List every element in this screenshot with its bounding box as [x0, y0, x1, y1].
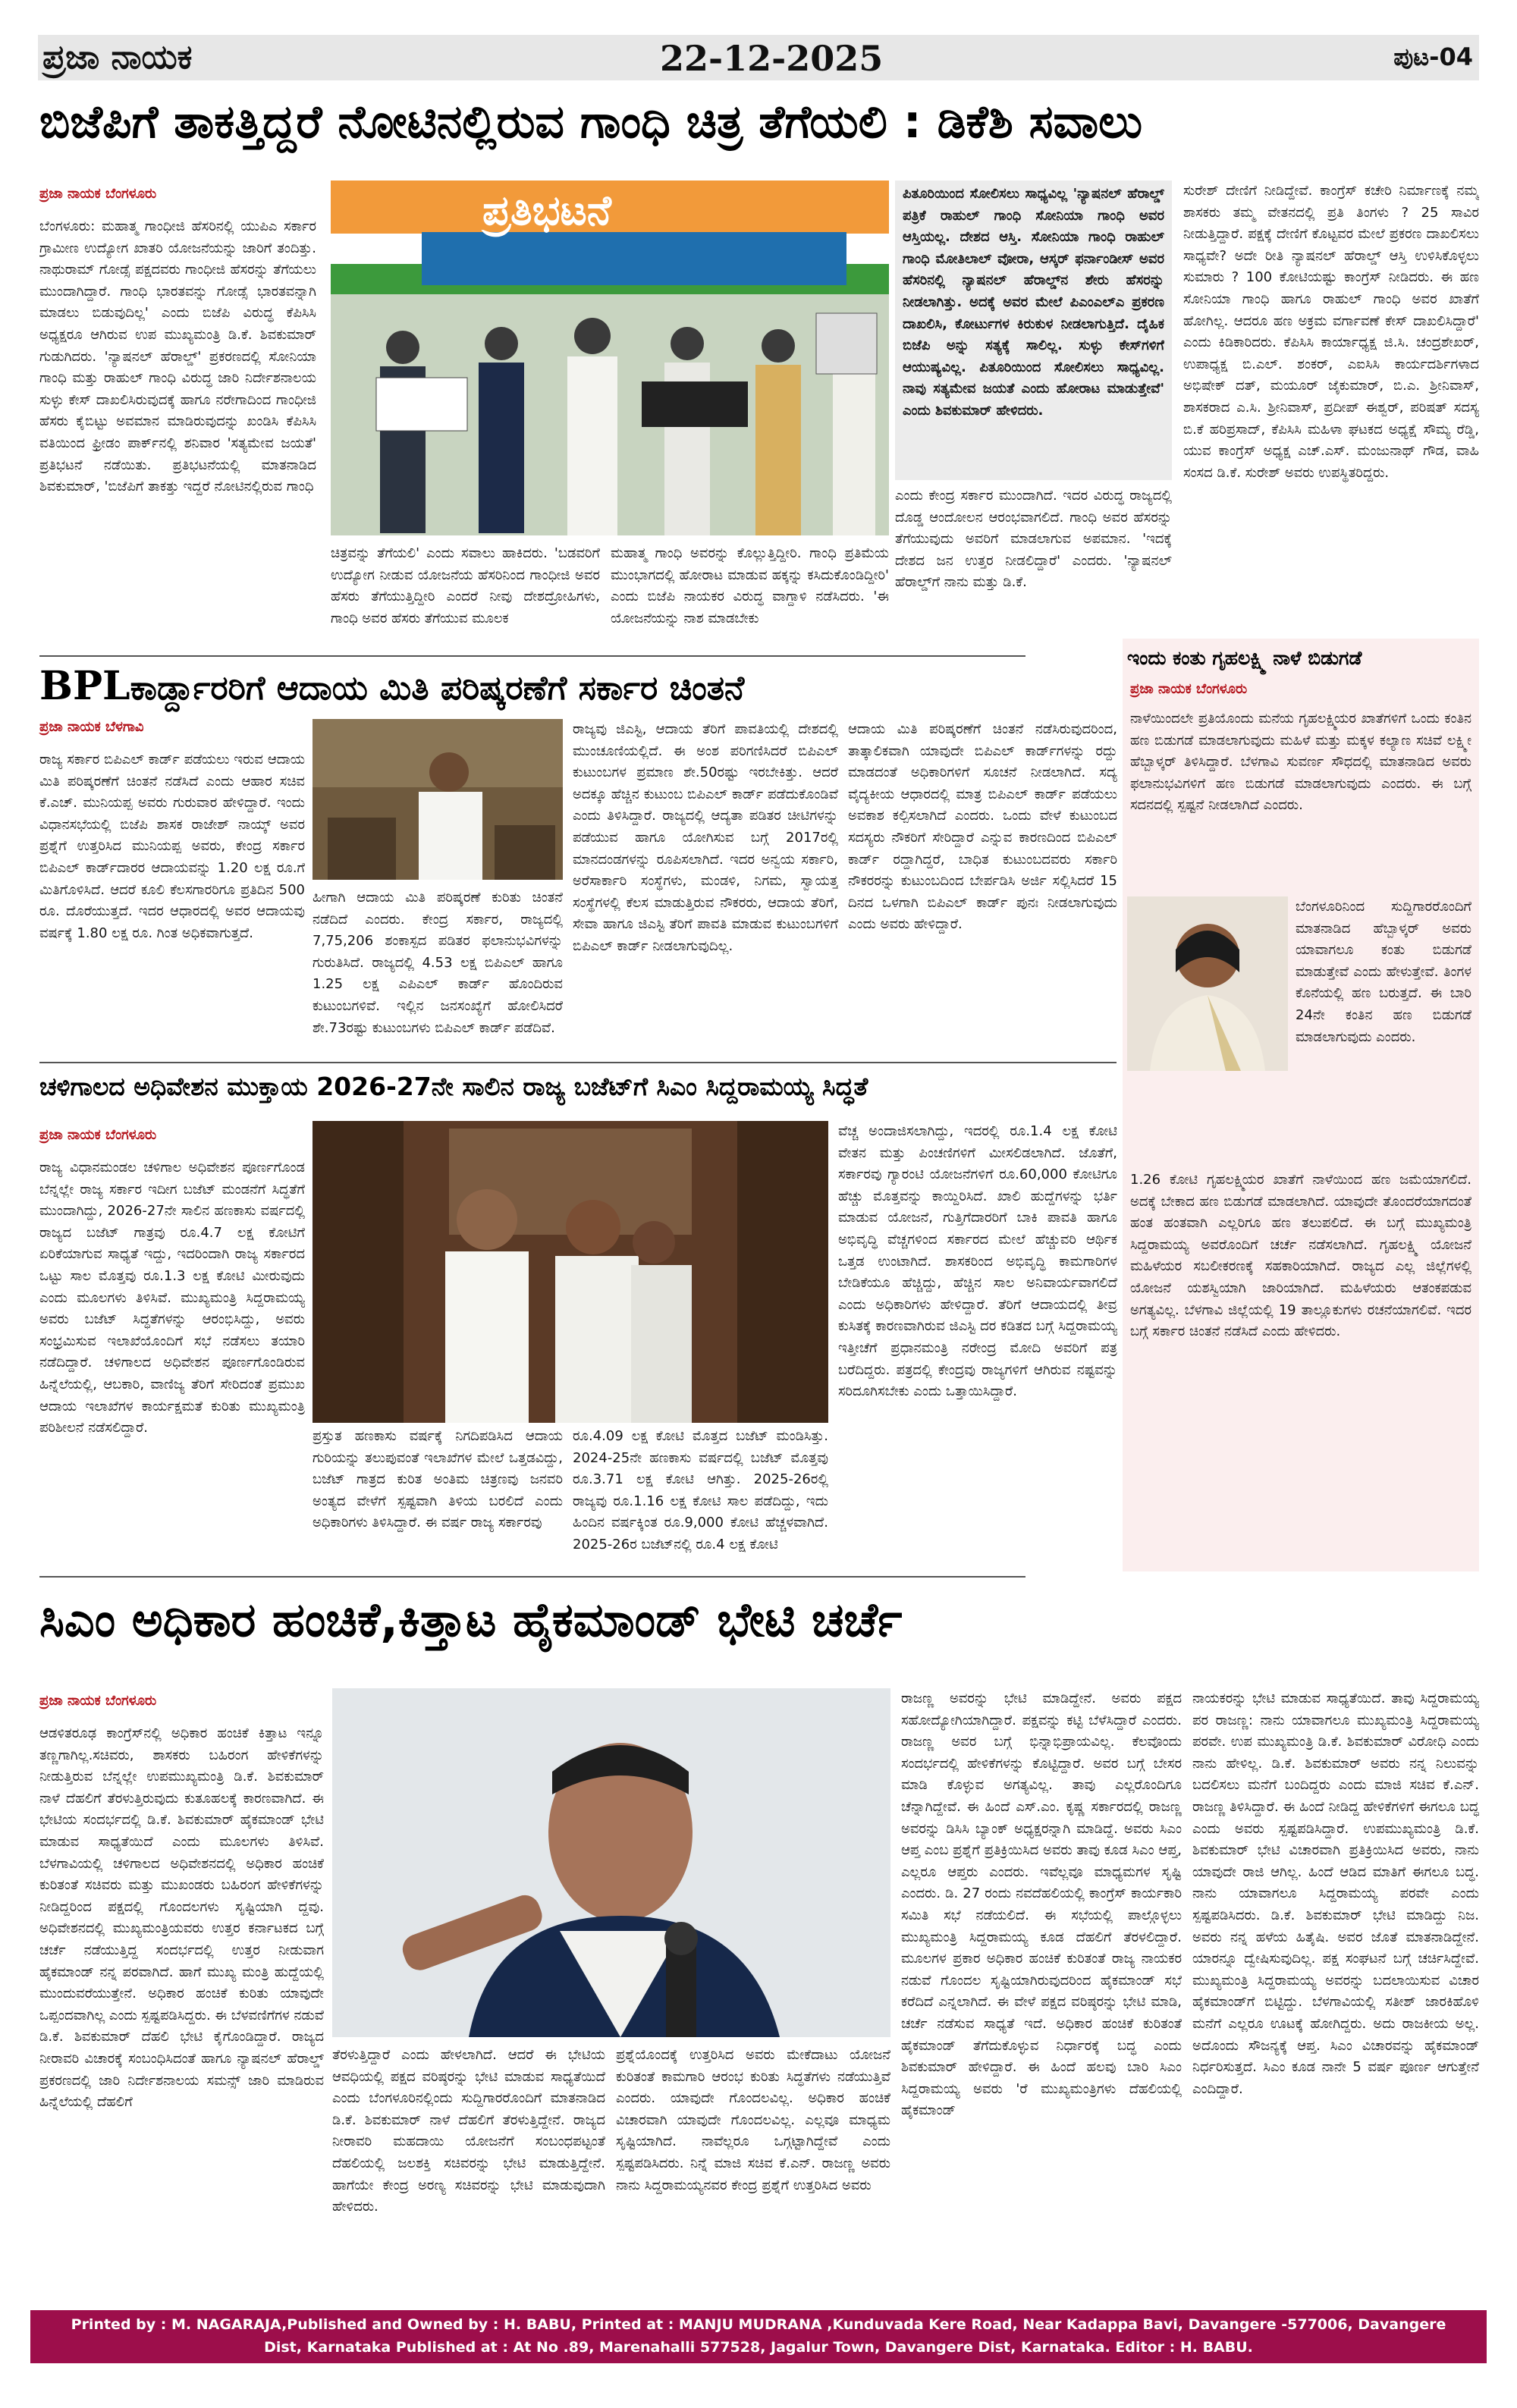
story2-col4: ಆದಾಯ ಮಿತಿ ಪರಿಷ್ಕರಣೆಗೆ ಚಿಂತನೆ ನಡೆಸಿರುವುದರಿಂದ, ತಾತ್ಕಾಲಿಕವಾಗಿ ಯಾವುದೇ ಬಿಪಿಎಲ್ ಕಾರ್ಡ್‌ಗಳನ್ನು ರದ್ದು ಮಾಡದಂತೆ ಅಧಿಕಾರಿಗಳಿಗೆ ಸೂಚನೆ ನೀಡಲಾಗಿದೆ. ಸದ್ಯ ವೈದ್ಯಕೀಯ ಆಧಾರದಲ್ಲಿ ಮಾತ್ರ ಬಿಪಿಎಲ್ ಕಾರ್ಡ್ ಪಡೆಯಲು ಅವಕಾಶ ಕಲ್ಪಿಸಲಾಗಿದೆ ಎಂದರು. ಒಂದು ವೇಳೆ ಕುಟುಂಬದ ಸದಸ್ಯರು ನೌಕರಿಗೆ ಸೇರಿದ್ದಾರೆ ಎನ್ನುವ ಕಾರಣದಿಂದ ಬಿಪಿಎಲ್ ಕಾರ್ಡ್ ರದ್ದಾಗಿದ್ದರೆ, ಬಾಧಿತ ಕುಟುಂಬದವರು ಸರ್ಕಾರಿ ನೌಕರರನ್ನು ಕುಟುಂಬದಿಂದ ಬೇರ್ಪಡಿಸಿ ಅರ್ಜಿ ಸಲ್ಲಿಸಿದರೆ 15 ದಿನದ ಒಳಗಾಗಿ ಬಿಪಿಎಲ್ ಕಾರ್ಡ್ ಪುನಃ ನೀಡಲಾಗುವುದು ಎಂದು ಅವರು ಹೇಳಿದ್ದಾರೆ.	[848, 721, 1117, 933]
story1-protest-photo	[331, 181, 889, 535]
story3-headline: ಚಳಿಗಾಲದ ಅಧಿವೇಶನ ಮುಕ್ತಾಯ 2026-27ನೇ ಸಾಲಿನ ರಾಜ್ಯ ಬಜೆಟ್‌ಗೆ ಸಿಎಂ ಸಿದ್ದರಾಮಯ್ಯ ಸಿದ್ಧತೆ	[39, 1072, 868, 1101]
story2-headline-prefix: BPL	[39, 663, 130, 709]
story2-byline: ಪ್ರಜಾ ನಾಯಕ ಬೆಳಗಾವಿ	[39, 719, 144, 735]
newspaper-name: ಪ್ರಜಾ ನಾಯಕ	[42, 38, 193, 77]
story2-headline-text: ಕಾರ್ಡ್ದಾರರಿಗೆ ಆದಾಯ ಮಿತಿ ಪರಿಷ್ಕರಣೆಗೆ ಸರ್ಕಾರ ಚಿಂತನೆ	[130, 669, 745, 708]
story4-col1: ಆಡಳಿತರೂಢ ಕಾಂಗ್ರೆಸ್‌ನಲ್ಲಿ ಅಧಿಕಾರ ಹಂಚಿಕೆ ಕಿತ್ತಾಟ ಇನ್ನೂ ತಣ್ಣಗಾಗಿಲ್ಲ.ಸಚಿವರು, ಶಾಸಕರು ಬಹಿರಂಗ ಹೇಳಿಕೆಗಳನ್ನು ನೀಡುತ್ತಿರುವ ಬೆನ್ನಲ್ಲೇ ಉಪಮುಖ್ಯಮಂತ್ರಿ ಡಿ.ಕೆ. ಶಿವಕುಮಾರ್ ನಾಳೆ ದೆಹಲಿಗೆ ತೆರಳುತ್ತಿರುವುದು ಕುತೂಹಲಕ್ಕೆ ಕಾರಣವಾಗಿದೆ. ಈ ಭೇಟಿಯ ಸಂದರ್ಭದಲ್ಲಿ ಡಿ.ಕೆ. ಶಿವಕುಮಾರ್ ಹೈಕಮಾಂಡ್ ಭೇಟಿ ಮಾಡುವ ಸಾಧ್ಯತೆಯಿದೆ ಎಂದು ಮೂಲಗಳು ತಿಳಿಸಿವೆ. ಬೆಳಗಾವಿಯಲ್ಲಿ ಚಳಿಗಾಲದ ಅಧಿವೇಶನದಲ್ಲಿ ಅಧಿಕಾರ ಹಂಚಿಕೆ ಕುರಿತಂತೆ ಸಚಿವರು ಮತ್ತು ಮುಖಂಡರು ಬಹಿರಂಗ ಹೇಳಿಕೆಗಳನ್ನು ನೀಡಿದ್ದರಿಂದ ಪಕ್ಷದಲ್ಲಿ ಗೊಂದಲಗಳು ಸೃಷ್ಟಿಯಾಗಿ ದ್ದವು. ಅಧಿವೇಶನದಲ್ಲಿ ಮುಖ್ಯಮಂತ್ರಿಯವರು ಉತ್ತರ ಕರ್ನಾಟಕದ ಬಗ್ಗೆ ಚರ್ಚೆ ನಡೆಯುತ್ತಿದ್ದ ಸಂದರ್ಭದಲ್ಲಿ ಉತ್ತರ ನೀಡುವಾಗ ಹೈಕಮಾಂಡ್ ನನ್ನ ಪರವಾಗಿದೆ. ಹಾಗೆ ಮುಖ್ಯ ಮಂತ್ರಿ ಹುದ್ದೆಯಲ್ಲಿ ಮುಂದುವರೆಯುತ್ತೇನೆ. ಅಧಿಕಾರ ಹಂಚಿಕೆ ಕುರಿತು ಯಾವುದೇ ಒಪ್ಪಂದವಾಗಿಲ್ಲ ಎಂದು ಸ್ಪಷ್ಟಪಡಿಸಿದ್ದರು. ಈ ಬೆಳವಣಿಗೆಗಳ ನಡುವೆ ಡಿ.ಕೆ. ಶಿವಕುಮಾರ್ ದೆಹಲಿ ಭೇಟಿ ಕೈಗೊಂಡಿದ್ದಾರೆ. ರಾಜ್ಯದ ನೀರಾವರಿ ವಿಚಾರಕ್ಕೆ ಸಂಬಂಧಿಸಿದಂತೆ ಹಾಗೂ ನ್ಯಾಷನಲ್ ಹೆರಾಲ್ಡ್ ಪ್ರಕರಣದಲ್ಲಿ ಜಾರಿ ನಿರ್ದೇಶನಾಲಯ ಸಮನ್ಸ್ ಜಾರಿ ಮಾಡಿರುವ ಹಿನ್ನೆಲೆಯಲ್ಲಿ ದೆಹಲಿಗೆ	[39, 1725, 324, 2111]
protest-photo-image	[331, 181, 889, 535]
story1-quote-box	[895, 181, 1172, 480]
story2-divider	[39, 1062, 1117, 1063]
masthead	[38, 35, 1479, 80]
sidebar-box	[1123, 639, 1479, 1571]
story1-col1: ಬೆಂಗಳೂರು: ಮಹಾತ್ಮ ಗಾಂಧೀಜಿ ಹೆಸರಿನಲ್ಲಿ ಯುಪಿಎ ಸರ್ಕಾರ ಗ್ರಾಮೀಣ ಉದ್ಯೋಗ ಖಾತರಿ ಯೋಜನೆಯನ್ನು ಜಾರಿಗೆ ತಂದಿತ್ತು. ನಾಥುರಾಮ್ ಗೋಡ್ಸೆ ಪಕ್ಷದವರು ಗಾಂಧೀಜಿ ಹೆಸರನ್ನು ತೆಗೆಯಲು ಮುಂದಾಗಿದ್ದಾರೆ. ಗಾಂಧಿ ಭಾರತವನ್ನು ಗೋಡ್ಸೆ ಭಾರತವನ್ನಾಗಿ ಮಾಡಲು ಬಿಡುವುದಿಲ್ಲ' ಎಂದು ಬಿಜೆಪಿ ವಿರುದ್ಧ ಕೆಪಿಸಿಸಿ ಅಧ್ಯಕ್ಷರೂ ಆಗಿರುವ ಉಪ ಮುಖ್ಯಮಂತ್ರಿ ಡಿ.ಕೆ. ಶಿವಕುಮಾರ್ ಗುಡುಗಿದರು. 'ನ್ಯಾಷನಲ್ ಹೆರಾಲ್ಡ್' ಪ್ರಕರಣದಲ್ಲಿ ಸೋನಿಯಾ ಗಾಂಧಿ ಮತ್ತು ರಾಹುಲ್ ಗಾಂಧಿ ವಿರುದ್ಧ ಜಾರಿ ನಿರ್ದೇಶನಾಲಯ ಸುಳ್ಳು ಕೇಸ್ ದಾಖಲಿಸಿರುವುದಕ್ಕೆ ಹಾಗೂ ನರೇಗಾದಿಂದ ಗಾಂಧೀಜಿ ಹೆಸರು ಕೈಬಿಟ್ಟು ಅವಮಾನ ಮಾಡಿರುವುದನ್ನು ಖಂಡಿಸಿ ಕೆಪಿಸಿಸಿ ವತಿಯಿಂದ ಫ್ರೀಡಂ ಪಾರ್ಕ್‌ನಲ್ಲಿ ಶನಿವಾರ 'ಸತ್ಯಮೇವ ಜಯತೆ' ಪ್ರತಿಭಟನೆ ನಡೆಯಿತು. ಪ್ರತಿಭಟನೆಯಲ್ಲಿ ಮಾತನಾಡಿದ ಶಿವಕುಮಾರ್, 'ಬಿಜೆಪಿಗೆ ತಾಕತ್ತು ಇದ್ದರೆ ನೋಟಿನಲ್ಲಿರುವ ಗಾಂಧಿ	[39, 218, 316, 495]
issue-date: 22-12-2025	[660, 38, 884, 79]
story3-col2: ಪ್ರಸ್ತುತ ಹಣಕಾಸು ವರ್ಷಕ್ಕೆ ನಿಗದಿಪಡಿಸಿದ ಆದಾಯ ಗುರಿಯನ್ನು ತಲುಪುವಂತೆ ಇಲಾಖೆಗಳ ಮೇಲೆ ಒತ್ತಡವಿದ್ದು, ಬಜೆಟ್ ಗಾತ್ರದ ಕುರಿತ ಅಂತಿಮ ಚಿತ್ರಣವು ಜನವರಿ ಅಂತ್ಯದ ವೇಳೆಗೆ ಸ್ಪಷ್ಟವಾಗಿ ತಿಳಿಯ ಬರಲಿದೆ ಎಂದು ಅಧಿಕಾರಿಗಳು ತಿಳಿಸಿದ್ದಾರೆ. ಈ ವರ್ಷ ರಾಜ್ಯ ಸರ್ಕಾರವು	[313, 1428, 563, 1531]
story4-col4: ರಾಜಣ್ಣ ಅವರನ್ನು ಭೇಟಿ ಮಾಡಿದ್ದೇನೆ. ಅವರು ಪಕ್ಷದ ಸಹೋದ್ಯೋಗಿಯಾಗಿದ್ದಾರೆ. ಪಕ್ಷವನ್ನು ಕಟ್ಟಿ ಬೆಳೆಸಿದ್ದಾರೆ ಎಂದರು. ರಾಜಣ್ಣ ಅವರ ಬಗ್ಗೆ ಭಿನ್ನಾಭಿಪ್ರಾಯವಿಲ್ಲ. ಕೆಲವೊಂದು ಸಂದರ್ಭದಲ್ಲಿ ಹೇಳಿಕೆಗಳನ್ನು ಕೊಟ್ಟಿದ್ದಾರೆ. ಅವರ ಬಗ್ಗೆ ಬೇಸರ ಮಾಡಿ ಕೊಳ್ಳುವ ಅಗತ್ಯವಿಲ್ಲ. ತಾವು ಎಲ್ಲರೊಂದಿಗೂ ಚೆನ್ನಾಗಿದ್ದೇವೆ. ಈ ಹಿಂದೆ ಎಸ್.ಎಂ. ಕೃಷ್ಣ ಸರ್ಕಾರದಲ್ಲಿ ರಾಜಣ್ಣ ಅವರನ್ನು ಡಿಸಿಸಿ ಬ್ಯಾಂಕ್ ಅಧ್ಯಕ್ಷರನ್ನಾಗಿ ಮಾಡಿದ್ದೆ. ಅವರು ಸಿಎಂ ಆಪ್ತ ಎಂಬ ಪ್ರಶ್ನೆಗೆ ಪ್ರತಿಕ್ರಿಯಿಸಿದ ಅವರು ತಾವು ಕೂಡ ಸಿಎಂ ಆಪ್ತ, ಎಲ್ಲರೂ ಆಪ್ತರು ಎಂದರು. ಇವೆಲ್ಲವೂ ಮಾಧ್ಯಮಗಳ ಸೃಷ್ಟಿ ಎಂದರು. ಡಿ. 27 ರಂದು ನವದೆಹಲಿಯಲ್ಲಿ ಕಾಂಗ್ರೆಸ್ ಕಾರ್ಯಕಾರಿ ಸಮಿತಿ ಸಭೆ ನಡೆಯಲಿದೆ. ಈ ಸಭೆಯಲ್ಲಿ ಪಾಲ್ಗೊಳ್ಳಲು ಮುಖ್ಯಮಂತ್ರಿ ಸಿದ್ದರಾಮಯ್ಯ ಕೂಡ ದೆಹಲಿಗೆ ತೆರಳಲಿದ್ದಾರೆ. ಮೂಲಗಳ ಪ್ರಕಾರ ಅಧಿಕಾರ ಹಂಚಿಕೆ ಕುರಿತಂತೆ ರಾಜ್ಯ ನಾಯಕರ ನಡುವೆ ಗೊಂದಲ ಸೃಷ್ಟಿಯಾಗಿರುವುದರಿಂದ ಹೈಕಮಾಂಡ್ ಸಭೆ ಕರೆದಿದೆ ಎನ್ನಲಾಗಿದೆ. ಈ ವೇಳೆ ಪಕ್ಷದ ವರಿಷ್ಠರನ್ನು ಭೇಟಿ ಮಾಡಿ, ಚರ್ಚೆ ನಡೆಸುವ ಸಾಧ್ಯತೆ ಇದೆ. ಅಧಿಕಾರ ಹಂಚಿಕೆ ಕುರಿತಂತೆ ಹೈಕಮಾಂಡ್ ತೆಗೆದುಕೊಳ್ಳುವ ನಿರ್ಧಾರಕ್ಕೆ ಬದ್ಧ ಎಂದು ಶಿವಕುಮಾರ್ ಹೇಳಿದ್ದಾರೆ. ಈ ಹಿಂದೆ ಹಲವು ಬಾರಿ ಸಿಎಂ ಸಿದ್ದರಾಮಯ್ಯ ಅವರು 'ರೆ ಮುಖ್ಯಮಂತ್ರಿಗಳು ದೆಹಲಿಯಲ್ಲಿ ಹೈಕಮಾಂಡ್	[901, 1691, 1182, 2119]
cm-photo-image	[313, 1121, 828, 1423]
imprint-footer	[30, 2310, 1487, 2363]
story3-byline: ಪ್ರಜಾ ನಾಯಕ ಬೆಂಗಳೂರು	[39, 1127, 157, 1143]
story4-byline: ಪ್ರಜಾ ನಾಯಕ ಬೆಂಗಳೂರು	[39, 1693, 157, 1709]
story3-col3: ರೂ.4.09 ಲಕ್ಷ ಕೋಟಿ ಮೊತ್ತದ ಬಜೆಟ್ ಮಂಡಿಸಿತ್ತು. 2024-25ನೇ ಹಣಕಾಸು ವರ್ಷದಲ್ಲಿ ಬಜೆಟ್ ಮೊತ್ತವು ರೂ.3.71 ಲಕ್ಷ ಕೋಟಿ ಆಗಿತ್ತು. 2025-26ರಲ್ಲಿ ರಾಜ್ಯವು ರೂ.1.16 ಲಕ್ಷ ಕೋಟಿ ಸಾಲ ಪಡೆದಿದ್ದು, ಇದು ಹಿಂದಿನ ವರ್ಷಕ್ಕಿಂತ ರೂ.9,000 ಕೋಟಿ ಹೆಚ್ಚಳವಾಗಿದೆ. 2025-26ರ ಬಜೆಟ್‌ನಲ್ಲಿ ರೂ.4 ಲಕ್ಷ ಕೋಟಿ	[573, 1428, 828, 1552]
sidebar-col-bottom: 1.26 ಕೋಟಿ ಗೃಹಲಕ್ಷ್ಮಿಯರ ಖಾತೆಗೆ ನಾಳೆಯಿಂದ ಹಣ ಜಮೆಯಾಗಲಿದೆ. ಅದಕ್ಕೆ ಬೇಕಾದ ಹಣ ಬಿಡುಗಡೆ ಮಾಡಲಾಗಿದೆ. ಯಾವುದೇ ತೊಂದರೆಯಾಗದಂತೆ ಹಂತ ಹಂತವಾಗಿ ಎಲ್ಲರಿಗೂ ಹಣ ತಲುಪಲಿದೆ. ಈ ಬಗ್ಗೆ ಮುಖ್ಯಮಂತ್ರಿ ಸಿದ್ದರಾಮಯ್ಯ ಅವರೊಂದಿಗೆ ಚರ್ಚೆ ನಡೆಸಲಾಗಿದೆ. ಗೃಹಲಕ್ಷ್ಮಿ ಯೋಜನೆ ಮಹಿಳೆಯರ ಸಬಲೀಕರಣಕ್ಕೆ ಸಹಕಾರಿಯಾಗಿದೆ. ರಾಜ್ಯದ ಎಲ್ಲ ಜಿಲ್ಲೆಗಳಲ್ಲಿ ಯೋಜನೆ ಯಶಸ್ವಿಯಾಗಿ ಜಾರಿಯಾಗಿದೆ. ಮಹಿಳೆಯರು ಆತಂಕಪಡುವ ಅಗತ್ಯವಿಲ್ಲ. ಬೆಳಗಾವಿ ಜಿಲ್ಲೆಯಲ್ಲಿ 19 ತಾಲ್ಲೂಕುಗಳು ರಚನೆಯಾಗಲಿವೆ. ಇದರ ಬಗ್ಗೆ ಸರ್ಕಾರ ಚಿಂತನೆ ನಡೆಸಿದೆ ಎಂದು ಹೇಳಿದರು.	[1130, 1172, 1471, 1340]
imprint-line1: Printed by : M. NAGARAJA,Published and Owned by : H. BABU, Printed at : MANJU MUDRANA ,Kunduvada Kere Road, Near Kadappa Bavi, Davangere -577006, Davangere	[71, 2316, 1446, 2333]
story1-col4: ಎಂದು ಕೇಂದ್ರ ಸರ್ಕಾರ ಮುಂದಾಗಿದೆ. ಇದರ ವಿರುದ್ಧ ರಾಜ್ಯದಲ್ಲಿ ದೊಡ್ಡ ಆಂದೋಲನ ಆರಂಭವಾಗಲಿದೆ. ಗಾಂಧಿ ಅವರ ಹೆಸರನ್ನು ತೆಗೆಯುವುದು ಅವರಿಗೆ ಮಾಡಲಾಗುವ ಅಪಮಾನ. 'ಇದಕ್ಕೆ ದೇಶದ ಜನ ಉತ್ತರ ನೀಡಲಿದ್ದಾರೆ' ಎಂದರು. 'ನ್ಯಾಷನಲ್ ಹೆರಾಲ್ಡ್‌ಗೆ ನಾನು ಮತ್ತು ಡಿ.ಕೆ.	[895, 488, 1172, 591]
story3-divider	[39, 1576, 1025, 1578]
story4-col5: ನಾಯಕರನ್ನು ಭೇಟಿ ಮಾಡುವ ಸಾಧ್ಯತೆಯಿದೆ. ತಾವು ಸಿದ್ದರಾಮಯ್ಯ ಪರ ರಾಜಣ್ಣ: ನಾನು ಯಾವಾಗಲೂ ಮುಖ್ಯಮಂತ್ರಿ ಸಿದ್ದರಾಮಯ್ಯ ಪರವೇ. ಉಪ ಮುಖ್ಯಮಂತ್ರಿ ಡಿ.ಕೆ. ಶಿವಕುಮಾರ್ ವಿರೋಧಿ ಎಂದು ನಾನು ಹೇಳಿಲ್ಲ. ಡಿ.ಕೆ. ಶಿವಕುಮಾರ್ ಅವರು ನನ್ನ ನಿಲುವನ್ನು ಬದಲಿಸಲು ಮನೆಗೆ ಬಂದಿದ್ದರು ಎಂದು ಮಾಜಿ ಸಚಿವ ಕೆ.ಎನ್. ರಾಜಣ್ಣ ತಿಳಿಸಿದ್ದಾರೆ. ಈ ಹಿಂದೆ ನೀಡಿದ್ದ ಹೇಳಿಕೆಗಳಿಗೆ ಈಗಲೂ ಬದ್ಧ ಎಂದು ಅವರು ಸ್ಪಷ್ಟಪಡಿಸಿದ್ದಾರೆ. ಉಪಮುಖ್ಯಮಂತ್ರಿ ಡಿ.ಕೆ. ಶಿವಕುಮಾರ್ ಭೇಟಿ ವಿಚಾರವಾಗಿ ಪ್ರತಿಕ್ರಿಯಿಸಿದ ಅವರು, ನಾನು ಯಾವುದೇ ರಾಜಿ ಆಗಿಲ್ಲ. ಹಿಂದೆ ಆಡಿದ ಮಾತಿಗೆ ಈಗಲೂ ಬದ್ಧ. ನಾನು ಯಾವಾಗಲೂ ಸಿದ್ದರಾಮಯ್ಯ ಪರವೇ ಎಂದು ಸ್ಪಷ್ಟಪಡಿಸಿದರು. ಡಿ.ಕೆ. ಶಿವಕುಮಾರ್ ಭೇಟಿ ಮಾಡಿದ್ದು ನಿಜ. ಅವರು ನನ್ನ ಹಳೆಯ ಹಿತೈಷಿ. ಅವರ ಜೊತೆ ಮಾತನಾಡಿದ್ದೇನೆ. ಯಾರನ್ನೂ ದ್ವೇಷಿಸುವುದಿಲ್ಲ. ಪಕ್ಷ ಸಂಘಟನೆ ಬಗ್ಗೆ ಚರ್ಚಿಸಿದ್ದೇವೆ. ಮುಖ್ಯಮಂತ್ರಿ ಸಿದ್ದರಾಮಯ್ಯ ಅವರನ್ನು ಬದಲಾಯಿಸುವ ವಿಚಾರ ಹೈಕಮಾಂಡ್‌ಗೆ ಬಿಟ್ಟಿದ್ದು. ಬೆಳಗಾವಿಯಲ್ಲಿ ಸತೀಶ್ ಜಾರಕಿಹೊಳಿ ಮನೆಗೆ ಎಲ್ಲರೂ ಊಟಕ್ಕೆ ಹೋಗಿದ್ದರು. ಅದು ರಾಜಕೀಯ ಅಲ್ಲ. ಅದೊಂದು ಸೌಜನ್ಯಕ್ಕೆ ಆಪ್ತ. ಸಿಎಂ ವಿಚಾರವನ್ನು ಹೈಕಮಾಂಡ್ ನಿರ್ಧರಿಸುತ್ತದೆ. ಸಿಎಂ ಕೂಡ ನಾನೇ 5 ವರ್ಷ ಪೂರ್ಣ ಆಗುತ್ತೇನೆ ಎಂದಿದ್ದಾರೆ.	[1192, 1691, 1479, 2097]
story1-byline: ಪ್ರಜಾ ನಾಯಕ ಬೆಂಗಳೂರು	[39, 186, 157, 202]
story2-col3: ರಾಜ್ಯವು ಜಿಎಸ್ಟಿ, ಆದಾಯ ತೆರಿಗೆ ಪಾವತಿಯಲ್ಲಿ ದೇಶದಲ್ಲಿ ಮುಂಚೂಣಿಯಲ್ಲಿದೆ. ಈ ಅಂಶ ಪರಿಗಣಿಸಿದರೆ ಬಿಪಿಎಲ್ ಕುಟುಂಬಗಳ ಪ್ರಮಾಣ ಶೇ.50ರಷ್ಟು ಇರಬೇಕಿತ್ತು. ಆದರೆ ಅದಕ್ಕೂ ಹೆಚ್ಚಿನ ಕುಟುಂಬ ಬಿಪಿಎಲ್ ಕಾರ್ಡ್ ಪಡೆದುಕೊಂಡಿವೆ ಎಂದು ತಿಳಿಸಿದ್ದಾರೆ. ರಾಜ್ಯದಲ್ಲಿ ಆದ್ಯತಾ ಪಡಿತರ ಚೀಟಿಗಳನ್ನು ಪಡೆಯುವ ಹಾಗೂ ಯೋಗಿಸುವ ಬಗ್ಗೆ 2017ರಲ್ಲಿ ಮಾನದಂಡಗಳನ್ನು ರೂಪಿಸಲಾಗಿದೆ. ಇದರ ಅನ್ವಯ ಸರ್ಕಾರಿ, ಅರೆಸಾರ್ಕಾರಿ ಸಂಸ್ಥೆಗಳು, ಮಂಡಳಿ, ನಿಗಮ, ಸ್ವಾಯತ್ತ ಸಂಸ್ಥೆಗಳಲ್ಲಿ ಕೆಲಸ ಮಾಡುತ್ತಿರುವ ನೌಕರರು, ಆದಾಯ ತೆರಿಗೆ, ಸೇವಾ ಹಾಗೂ ಜಿಎಸ್ಟಿ ತೆರಿಗೆ ಪಾವತಿ ಮಾಡುವ ಕುಟುಂಬಗಳಿಗೆ ಬಿಪಿಎಲ್ ಕಾರ್ಡ್ ನೀಡಲಾಗುವುದಿಲ್ಲ.	[573, 721, 838, 954]
story3-col1: ರಾಜ್ಯ ವಿಧಾನಮಂಡಲ ಚಳಿಗಾಲ ಅಧಿವೇಶನ ಪೂರ್ಣಗೊಂಡ ಬೆನ್ನಲ್ಲೇ ರಾಜ್ಯ ಸರ್ಕಾರ ಇದೀಗ ಬಜೆಟ್ ಮಂಡನೆಗೆ ಸಿದ್ಧತೆಗೆ ಮುಂದಾಗಿದ್ದು, 2026-27ನೇ ಸಾಲಿನ ಹಣಕಾಸು ವರ್ಷದಲ್ಲಿ ರಾಜ್ಯದ ಬಜೆಟ್ ಗಾತ್ರವು ರೂ.4.7 ಲಕ್ಷ ಕೋಟಿಗೆ ಏರಿಕೆಯಾಗುವ ಸಾಧ್ಯತೆ ಇದ್ದು, ಇದರಿಂದಾಗಿ ರಾಜ್ಯ ಸರ್ಕಾರದ ಒಟ್ಟು ಸಾಲ ಮೊತ್ತವು ರೂ.1.3 ಲಕ್ಷ ಕೋಟಿ ಮೀರುವುದು ಎಂದು ಮೂಲಗಳು ತಿಳಿಸಿವೆ. ಮುಖ್ಯಮಂತ್ರಿ ಸಿದ್ದರಾಮಯ್ಯ ಅವರು ಬಜೆಟ್ ಸಿದ್ಧತೆಗಳನ್ನು ಆರಂಭಿಸಿದ್ದು, ಅವರು ಸಂಭ್ರಮಿಸುವ ಇಲಾಖೆಯೊಂದಿಗೆ ಸಭೆ ನಡೆಸಲು ತಯಾರಿ ನಡೆದಿದ್ದಾರೆ. ಚಳಿಗಾಲದ ಅಧಿವೇಶನ ಪೂರ್ಣಗೊಂಡಿರುವ ಹಿನ್ನೆಲೆಯಲ್ಲಿ, ಆಬಕಾರಿ, ವಾಣಿಜ್ಯ ತೆರಿಗೆ ಸೇರಿದಂತೆ ಪ್ರಮುಖ ಆದಾಯ ಇಲಾಖೆಗಳ ಕಾರ್ಯಕ್ಷಮತೆ ಕುರಿತು ಮುಖ್ಯಮಂತ್ರಿ ಪರಿಶೀಲನೆ ನಡೆಸಲಿದ್ದಾರೆ.	[39, 1160, 305, 1436]
story4-headline: ಸಿಎಂ ಅಧಿಕಾರ ಹಂಚಿಕೆ,ಕಿತ್ತಾಟ ಹೈಕಮಾಂಡ್ ಭೇಟಿ ಚರ್ಚೆ	[39, 1592, 903, 1647]
sidebar-col-top: ನಾಳೆಯಿಂದಲೇ ಪ್ರತಿಯೊಂದು ಮನೆಯ ಗೃಹಲಕ್ಷ್ಮಿಯರ ಖಾತೆಗಳಿಗೆ ಒಂದು ಕಂತಿನ ಹಣ ಬಿಡುಗಡೆ ಮಾಡಲಾಗುವುದು ಮಹಿಳೆ ಮತ್ತು ಮಕ್ಕಳ ಕಲ್ಯಾಣ ಸಚಿವೆ ಲಕ್ಷ್ಮೀ ಹೆಬ್ಬಾಳ್ಕರ್ ತಿಳಿಸಿದ್ದಾರೆ. ಬೆಳಗಾವಿ ಸುವರ್ಣ ಸೌಧದಲ್ಲಿ ಮಾತನಾಡಿದ ಅವರು ಫಲಾನುಭವಿಗಳಿಗೆ ಹಣ ಬಿಡುಗಡೆ ಮಾಡಲಾಗುವುದು ಎಂದರು. ಈ ಬಗ್ಗೆ ಸದನದಲ್ಲಿ ಸ್ಪಷ್ಟನೆ ನೀಡಲಾಗಿದೆ ಎಂದರು.	[1130, 711, 1471, 814]
page-number: ಪುಟ-04	[1393, 42, 1473, 71]
story3-col4: ವೆಚ್ಚ ಅಂದಾಜಿಸಲಾಗಿದ್ದು, ಇದರಲ್ಲಿ ರೂ.1.4 ಲಕ್ಷ ಕೋಟಿ ವೇತನ ಮತ್ತು ಪಿಂಚಣಿಗಳಿಗೆ ಮೀಸಲಿಡಲಾಗಿದೆ. ಜೊತೆಗೆ, ಸರ್ಕಾರವು ಗ್ಯಾರಂಟಿ ಯೋಜನೆಗಳಿಗೆ ರೂ.60,000 ಕೋಟಿಗೂ ಹೆಚ್ಚು ಮೊತ್ತವನ್ನು ಕಾಯ್ದಿರಿಸಿದೆ. ಖಾಲಿ ಹುದ್ದೆಗಳನ್ನು ಭರ್ತಿ ಮಾಡುವ ಯೋಜನೆ, ಗುತ್ತಿಗೆದಾರರಿಗೆ ಬಾಕಿ ಪಾವತಿ ಹಾಗೂ ಅಭಿವೃದ್ಧಿ ವೆಚ್ಚಗಳಿಂದ ಸರ್ಕಾರದ ಮೇಲೆ ಹೆಚ್ಚುವರಿ ಆರ್ಥಿಕ ಒತ್ತಡ ಉಂಟಾಗಿದೆ. ಶಾಸಕರಿಂದ ಅಭಿವೃದ್ಧಿ ಕಾಮಗಾರಿಗಳ ಬೇಡಿಕೆಯೂ ಹೆಚ್ಚಿದ್ದು, ಹೆಚ್ಚಿನ ಸಾಲ ಅನಿವಾರ್ಯವಾಗಲಿದೆ ಎಂದು ಅಧಿಕಾರಿಗಳು ಹೇಳಿದ್ದಾರೆ. ತೆರಿಗೆ ಆದಾಯದಲ್ಲಿ ತೀವ್ರ ಕುಸಿತಕ್ಕೆ ಕಾರಣವಾಗಿರುವ ಜಿಎಸ್ಟಿ ದರ ಕಡಿತದ ಬಗ್ಗೆ ಸಿದ್ದರಾಮಯ್ಯ ಇತ್ತೀಚೆಗೆ ಪ್ರಧಾನಮಂತ್ರಿ ನರೇಂದ್ರ ಮೋದಿ ಅವರಿಗೆ ಪತ್ರ ಬರೆದಿದ್ದರು. ಪತ್ರದಲ್ಲಿ ಕೇಂದ್ರವು ರಾಜ್ಯಗಳಿಗೆ ಆಗಿರುವ ನಷ್ಟವನ್ನು ಸರಿದೂಗಿಸಬೇಕು ಎಂದು ಒತ್ತಾಯಿಸಿದ್ದಾರೆ.	[838, 1123, 1117, 1400]
story1-col3: ಮಹಾತ್ಮ ಗಾಂಧಿ ಅವರನ್ನು ಕೊಲ್ಲುತ್ತಿದ್ದೀರಿ. ಗಾಂಧಿ ಪ್ರತಿಮೆಯ ಮುಂಭಾಗದಲ್ಲಿ ಹೋರಾಟ ಮಾಡುವ ಹಕ್ಕನ್ನು ಕಸಿದುಕೊಂಡಿದ್ದೀರಿ' ಎಂದು ಬಿಜೆಪಿ ನಾಯಕರ ವಿರುದ್ಧ ವಾಗ್ದಾಳಿ ನಡೆಸಿದರು. 'ಈ ಯೋಜನೆಯನ್ನು ನಾಶ ಮಾಡಬೇಕು	[611, 545, 889, 626]
imprint-line2: Dist, Karnataka Published at : At No .89, Marenahalli 577528, Jagalur Town, Davangere Dist, Karnataka. Editor : H. BABU.	[264, 2339, 1253, 2356]
sidebar-headline: ಇಂದು ಕಂತು ಗೃಹಲಕ್ಷ್ಮಿ ನಾಳೆ ಬಿಡುಗಡೆ	[1127, 647, 1362, 669]
portrait-image	[1127, 896, 1288, 1071]
story3-cm-photo	[313, 1121, 828, 1423]
story1-quote-text: ಪಿತೂರಿಯಿಂದ ಸೋಲಿಸಲು ಸಾಧ್ಯವಿಲ್ಲ 'ನ್ಯಾಷನಲ್ ಹೆರಾಲ್ಡ್ ಪತ್ರಿಕೆ ರಾಹುಲ್ ಗಾಂಧಿ ಸೋನಿಯಾ ಗಾಂಧಿ ಅವರ ಆಸ್ತಿಯಲ್ಲ. ದೇಶದ ಆಸ್ತಿ. ಸೋನಿಯಾ ಗಾಂಧಿ ರಾಹುಲ್ ಗಾಂಧಿ ಮೋತಿಲಾಲ್ ವೋರಾ, ಆಸ್ಕರ್ ಫರ್ನಾಂಡೀಸ್ ಅವರ ಹೆಸರಿನಲ್ಲಿ ನ್ಯಾಷನಲ್ ಹೆರಾಲ್ಡ್‌ನ ಶೇರು ಹೆಸರನ್ನು ನೀಡಲಾಗಿತ್ತು. ಅದಕ್ಕೆ ಅವರ ಮೇಲೆ ಪಿಎಂಎಲ್‌ಎ ಪ್ರಕರಣ ದಾಖಲಿಸಿ, ಕೋರ್ಟುಗಳ ಕಿರುಕುಳ ನೀಡಲಾಗುತ್ತಿದೆ. ದೈಹಿಕ ಬಿಜೆಪಿ ಅನ್ನು ಸತ್ಯಕ್ಕೆ ಸಾಲಿಲ್ಲ. ಸುಳ್ಳು ಕೇಸ್‌ಗಳಿಗೆ ಆಯುಷ್ಯವಿಲ್ಲ. ಪಿತೂರಿಯಿಂದ ಸೋಲಿಸಲು ಸಾಧ್ಯವಿಲ್ಲ. ನಾವು ಸತ್ಯಮೇವ ಜಯತೆ ಎಂದು ಹೋರಾಟ ಮಾಡುತ್ತೇವೆ' ಎಂದು ಶಿವಕುಮಾರ್ ಹೇಳಿದರು.	[903, 186, 1164, 419]
protest-banner-text: ಪ್ರತಿಭಟನೆ	[482, 187, 611, 234]
story2-col1: ರಾಜ್ಯ ಸರ್ಕಾರ ಬಿಪಿಎಲ್ ಕಾರ್ಡ್ ಪಡೆಯಲು ಇರುವ ಆದಾಯ ಮಿತಿ ಪರಿಷ್ಕರಣೆಗೆ ಚಿಂತನೆ ನಡೆಸಿದೆ ಎಂದು ಆಹಾರ ಸಚಿವ ಕೆ.ಎಚ್. ಮುನಿಯಪ್ಪ ಅವರು ಗುರುವಾರ ಹೇಳಿದ್ದಾರೆ. ಇಂದು ವಿಧಾನಸಭೆಯಲ್ಲಿ ಬಿಜೆಪಿ ಶಾಸಕ ರಾಜೇಶ್ ನಾಯ್ಕ್ ಅವರ ಪ್ರಶ್ನೆಗೆ ಉತ್ತರಿಸಿದ ಮುನಿಯಪ್ಪ ಅವರು, ಕೇಂದ್ರ ಸರ್ಕಾರ ಬಿಪಿಎಲ್ ಕಾರ್ಡ್‌ದಾರರ ಆದಾಯವನ್ನು 1.20 ಲಕ್ಷ ರೂ.ಗೆ ಮಿತಿಗೊಳಿಸಿದೆ. ಆದರೆ ಕೂಲಿ ಕೆಲಸಗಾರರಿಗೂ ಪ್ರತಿದಿನ 500 ರೂ. ದೊರೆಯುತ್ತದೆ. ಇದರ ಆಧಾರದಲ್ಲಿ ಅವರ ಆದಾಯವು ವರ್ಷಕ್ಕೆ 1.80 ಲಕ್ಷ ರೂ. ಗಿಂತ ಅಧಿಕವಾಗುತ್ತದೆ.	[39, 752, 305, 941]
story1-col5: ಸುರೇಶ್ ದೇಣಿಗೆ ನೀಡಿದ್ದೇವೆ. ಕಾಂಗ್ರೆಸ್ ಕಚೇರಿ ನಿರ್ಮಾಣಕ್ಕೆ ನಮ್ಮ ಶಾಸಕರು ತಮ್ಮ ವೇತನದಲ್ಲಿ ಪ್ರತಿ ತಿಂಗಳು ? 25 ಸಾವಿರ ನೀಡುತ್ತಿದ್ದಾರೆ. ಪಕ್ಷಕ್ಕೆ ದೇಣಿಗೆ ಕೊಟ್ಟವರ ಮೇಲೆ ಪ್ರಕರಣ ದಾಖಲಿಸಲು ಸಾಧ್ಯವೇ? ಅದೇ ರೀತಿ ನ್ಯಾಷನಲ್ ಹೆರಾಲ್ಡ್ ಆಸ್ತಿ ಉಳಿಸಿಕೊಳ್ಳಲು ಸುಮಾರು ? 100 ಕೋಟಿಯಷ್ಟು ಕಾಂಗ್ರೆಸ್ ನೀಡಿದರು. ಈ ಹಣ ಸೋನಿಯಾ ಗಾಂಧಿ ಹಾಗೂ ರಾಹುಲ್ ಗಾಂಧಿ ಅವರ ಖಾತೆಗೆ ಹೋಗಿಲ್ಲ. ಆದರೂ ಹಣ ಅಕ್ರಮ ವರ್ಗಾವಣೆ ಕೇಸ್ ದಾಖಲಿಸಿದ್ದಾರೆ' ಎಂದು ಕಿಡಿಕಾರಿದರು. ಕೆಪಿಸಿಸಿ ಕಾರ್ಯಾಧ್ಯಕ್ಷ ಜಿ.ಸಿ. ಚಂದ್ರಶೇಖರ್, ಉಪಾಧ್ಯಕ್ಷ ಬಿ.ಎಲ್. ಶಂಕರ್, ಎಐಸಿಸಿ ಕಾರ್ಯದರ್ಶಿಗಳಾದ ಅಭಿಷೇಕ್ ದತ್, ಮಯೂರ್ ಜೈಕುಮಾರ್, ಬಿ.ಎ. ಶ್ರೀನಿವಾಸ್, ಶಾಸಕರಾದ ಎ.ಸಿ. ಶ್ರೀನಿವಾಸ್, ಪ್ರದೀಪ್ ಈಶ್ವರ್, ಪರಿಷತ್ ಸದಸ್ಯ ಬಿ.ಕೆ ಹರಿಪ್ರಸಾದ್, ಕೆಪಿಸಿಸಿ ಮಹಿಳಾ ಘಟಕದ ಅಧ್ಯಕ್ಷೆ ಸೌಮ್ಯ ರೆಡ್ಡಿ, ಯುವ ಕಾಂಗ್ರೆಸ್ ಅಧ್ಯಕ್ಷ ಎಚ್.ಎಸ್. ಮಂಜುನಾಥ್ ಗೌಡ, ವಾಹಿ ಸಂಸದ ಡಿ.ಕೆ. ಸುರೇಶ್ ಅವರು ಉಪಸ್ಥಿತರಿದ್ದರು.	[1183, 183, 1479, 481]
story4-dks-photo	[332, 1688, 890, 2037]
story1-col2: ಚಿತ್ರವನ್ನು ತೆಗೆಯಲಿ' ಎಂದು ಸವಾಲು ಹಾಕಿದರು. 'ಬಡವರಿಗೆ ಉದ್ಯೋಗ ನೀಡುವ ಯೋಜನೆಯ ಹೆಸರಿನಿಂದ ಗಾಂಧೀಜಿ ಅವರ ಹೆಸರು ತೆಗೆಯುತ್ತಿದ್ದೀರಿ ಎಂದರೆ ನೀವು ದೇಶದ್ರೋಹಿಗಳು, ಗಾಂಧಿ ಅವರ ಹೆಸರು ತೆಗೆಯುವ ಮೂಲಕ	[331, 545, 600, 626]
sidebar-portrait	[1127, 896, 1288, 1071]
story2-col2: ಹೀಗಾಗಿ ಆದಾಯ ಮಿತಿ ಪರಿಷ್ಕರಣೆ ಕುರಿತು ಚಿಂತನೆ ನಡೆದಿದೆ ಎಂದರು. ಕೇಂದ್ರ ಸರ್ಕಾರ, ರಾಜ್ಯದಲ್ಲಿ 7,75,206 ಶಂಕಾಸ್ಪದ ಪಡಿತರ ಫಲಾನುಭವಿಗಳನ್ನು ಗುರುತಿಸಿದೆ. ರಾಜ್ಯದಲ್ಲಿ 4.53 ಲಕ್ಷ ಬಿಪಿಎಲ್ ಹಾಗೂ 1.25 ಲಕ್ಷ ಎಪಿಎಲ್ ಕಾರ್ಡ್ ಹೊಂದಿರುವ ಕುಟುಂಬಗಳಿವೆ. ಇಲ್ಲಿನ ಜನಸಂಖ್ಯೆಗೆ ಹೋಲಿಸಿದರೆ ಶೇ.73ರಷ್ಟು ಕುಟುಂಬಗಳು ಬಿಪಿಎಲ್ ಕಾರ್ಡ್ ಪಡೆದಿವೆ.	[313, 890, 563, 1036]
sidebar-byline: ಪ್ರಜಾ ನಾಯಕ ಬೆಂಗಳೂರು	[1130, 681, 1248, 697]
dks-photo-image	[332, 1688, 890, 2037]
story4-col3: ಪ್ರಶ್ನೆಯೊಂದಕ್ಕೆ ಉತ್ತರಿಸಿದ ಅವರು ಮೇಕೆದಾಟು ಯೋಜನೆ ಕುರಿತಂತೆ ಕಾಮಗಾರಿ ಆರಂಭ ಕುರಿತು ಸಿದ್ಧತೆಗಳು ನಡೆಯುತ್ತಿವೆ ಎಂದರು. ಯಾವುದೇ ಗೊಂದಲವಿಲ್ಲ. ಅಧಿಕಾರ ಹಂಚಿಕೆ ವಿಚಾರವಾಗಿ ಯಾವುದೇ ಗೊಂದಲವಿಲ್ಲ. ಎಲ್ಲವೂ ಮಾಧ್ಯಮ ಸೃಷ್ಟಿಯಾಗಿದೆ. ನಾವೆಲ್ಲರೂ ಒಗ್ಗಟ್ಟಾಗಿದ್ದೇವೆ ಎಂದು ಸ್ಪಷ್ಟಪಡಿಸಿದರು. ನಿನ್ನೆ ಮಾಜಿ ಸಚಿವ ಕೆ.ಎನ್. ರಾಜಣ್ಣ ಅವರು ನಾನು ಸಿದ್ದರಾಮಯ್ಯನವರ ಕೇಂದ್ರ ಪ್ರಶ್ನೆಗೆ ಉತ್ತರಿಸಿದ ಅವರು	[616, 2047, 890, 2193]
minister-photo-image	[313, 719, 563, 880]
story2-minister-photo	[313, 719, 563, 880]
story1-headline: ಬಿಜೆಪಿಗೆ ತಾಕತ್ತಿದ್ದರೆ ನೋಟಿನಲ್ಲಿರುವ ಗಾಂಧಿ ಚಿತ್ರ ತೆಗೆಯಲಿ : ಡಿಕೆಶಿ ಸವಾಲು	[39, 96, 1143, 149]
sidebar-col-mid: ಬೆಂಗಳೂರಿನಿಂದ ಸುದ್ದಿಗಾರರೊಂದಿಗೆ ಮಾತನಾಡಿದ ಹೆಬ್ಬಾಳ್ಕರ್ ಅವರು ಯಾವಾಗಲೂ ಕಂತು ಬಿಡುಗಡೆ ಮಾಡುತ್ತೇವೆ ಎಂದು ಹೇಳುತ್ತೇವೆ. ತಿಂಗಳ ಕೊನೆಯಲ್ಲಿ ಹಣ ಬರುತ್ತದೆ. ಈ ಬಾರಿ 24ನೇ ಕಂತಿನ ಹಣ ಬಿಡುಗಡೆ ಮಾಡಲಾಗುವುದು ಎಂದರು.	[1296, 899, 1471, 1045]
story1-divider	[39, 655, 1025, 657]
story2-headline	[39, 661, 1132, 714]
story4-col2: ತೆರಳುತ್ತಿದ್ದಾರೆ ಎಂದು ಹೇಳಲಾಗಿದೆ. ಆದರೆ ಈ ಭೇಟಿಯ ಆವಧಿಯಲ್ಲಿ ಪಕ್ಷದ ವರಿಷ್ಠರನ್ನು ಭೇಟಿ ಮಾಡುವ ಸಾಧ್ಯತೆಯಿದೆ ಎಂದು ಬೆಂಗಳೂರಿನಲ್ಲಿಂದು ಸುದ್ದಿಗಾರರೊಂದಿಗೆ ಮಾತನಾಡಿದ ಡಿ.ಕೆ. ಶಿವಕುಮಾರ್ ನಾಳೆ ದೆಹಲಿಗೆ ತೆರಳುತ್ತಿದ್ದೇನೆ. ರಾಜ್ಯದ ನೀರಾವರಿ ಮಹದಾಯಿ ಯೋಜನೆಗೆ ಸಂಬಂಧಪಟ್ಟಂತೆ ದೆಹಲಿಯಲ್ಲಿ ಜಲಶಕ್ತಿ ಸಚಿವರನ್ನು ಭೇಟಿ ಮಾಡುತ್ತಿದ್ದೇನೆ. ಹಾಗೆಯೇ ಕೇಂದ್ರ ಅರಣ್ಯ ಸಚಿವರನ್ನು ಭೇಟಿ ಮಾಡುವುದಾಗಿ ಹೇಳಿದರು.	[332, 2047, 605, 2215]
